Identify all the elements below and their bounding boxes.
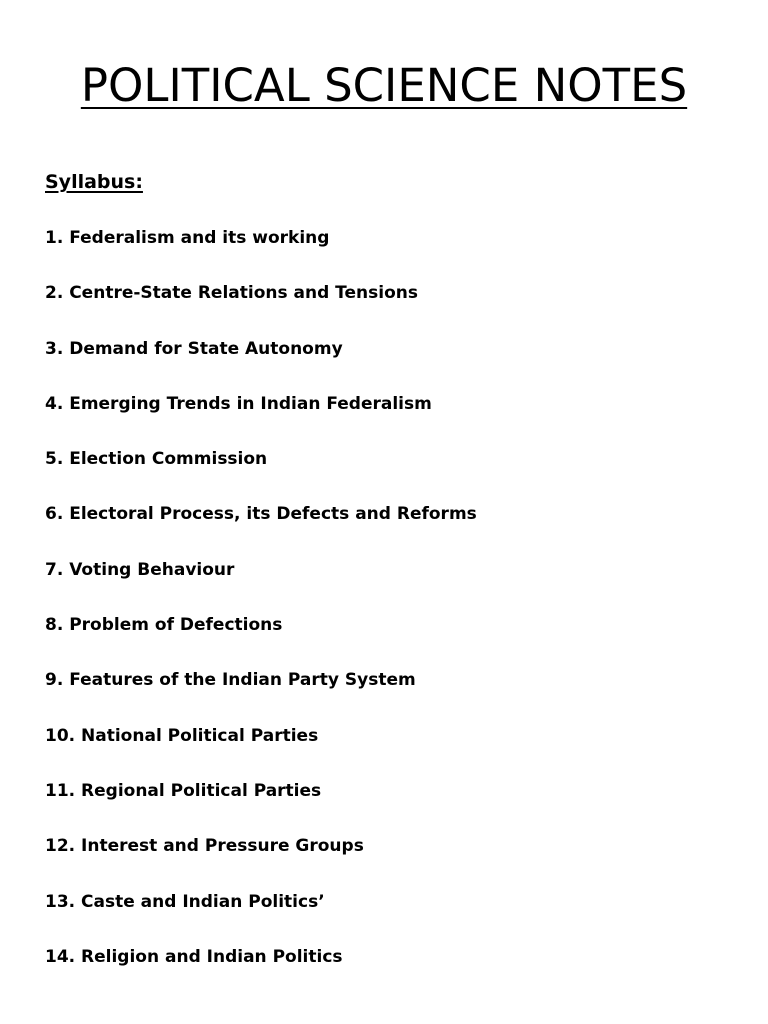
syllabus-item: 11. Regional Political Parties	[45, 780, 322, 801]
syllabus-item: 6. Electoral Process, its Defects and Reforms	[45, 504, 477, 525]
syllabus-item: 3. Demand for State Autonomy	[45, 338, 343, 359]
document-title	[0, 58, 768, 114]
syllabus-item: 13. Caste and Indian Politics’	[45, 891, 325, 912]
syllabus-item: 14. Religion and Indian Politics	[45, 946, 343, 967]
syllabus-list	[45, 227, 477, 1001]
syllabus-item: 5. Election Commission	[45, 449, 268, 470]
syllabus-item: 2. Centre-State Relations and Tensions	[45, 283, 418, 304]
syllabus-item: 12. Interest and Pressure Groups	[45, 836, 364, 857]
syllabus-item: 4. Emerging Trends in Indian Federalism	[45, 393, 432, 414]
syllabus-item: 10. National Political Parties	[45, 725, 319, 746]
syllabus-heading: Syllabus:	[45, 171, 143, 193]
syllabus-item: 7. Voting Behaviour	[45, 559, 235, 580]
syllabus-item: 1. Federalism and its working	[45, 228, 330, 248]
document-title-text: POLITICAL SCIENCE NOTES	[80, 59, 688, 112]
syllabus-item: 8. Problem of Defections	[45, 615, 283, 636]
syllabus-item: 9. Features of the Indian Party System	[45, 670, 416, 691]
